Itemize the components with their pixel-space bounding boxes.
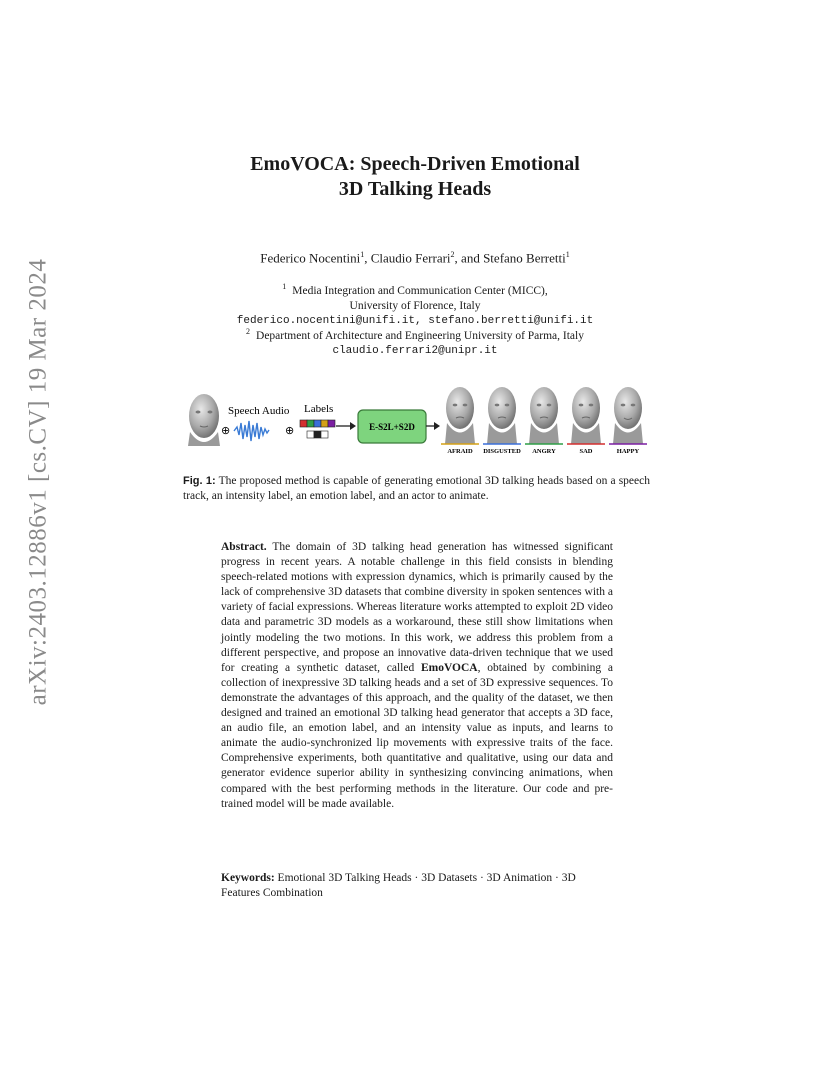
keywords-label: Keywords: [221, 872, 275, 884]
paper-title [180, 152, 650, 202]
intensity-label-cell [321, 431, 328, 438]
abstract-text-2: , obtained by combining a collection of inexpressive 3D talking heads and a set of 3D expressive sequences. To demonstrate the advantages of this approach, and the quality of the dataset, we then designed and trained an emotional 3D talking head generator that accepts a 3D face, an audio file, an emotion label, and an intensity value as inputs, and learns to animate the audio-synchronized lip movements with expressive traits of the face. Comprehensive experiments, both quantitative and qualitative, using our data and generator evidence superior ability in synthesizing convincing animations, when compared with the best performing methods in the literature. Our code and pre-trained model will be made available. [221, 661, 613, 810]
abstract-text-1: The domain of 3D talking head generation has witnessed significant progress in recent years. A notable challenge in this field consists in blending speech-related motions with expression dynamics, which is primarily caused by the lack of comprehensive 3D datasets that combine diversity in spoken sentences with a variety of facial expressions. Whereas literature works attempted to exploit 2D video data and parametric 3D models as a workaround, these still show limitations when jointly modeling the two motions. In this work, we address this problem from a different perspective, and propose an innovative data-driven technique that we used for creating a synthetic dataset, called [221, 541, 614, 674]
output-head-sad [567, 387, 605, 455]
emotion-label-cell [300, 420, 307, 427]
model-label: E-S2L+S2D [369, 422, 415, 432]
emotion-label: ANGRY [532, 448, 556, 455]
figure-caption [183, 474, 650, 504]
author-list: Federico Nocentini$^1$, Claudio Ferrari$^2$, and Stefano Berretti$^1$ [260, 250, 570, 266]
author-name: Claudio Ferrari [370, 250, 451, 266]
affiliation-location: University of Florence, Italy [349, 299, 481, 312]
speech-audio-label: Speech Audio [228, 405, 290, 417]
emotion-label: SAD [579, 448, 593, 455]
arxiv-id-text: arXiv:2403.12886v1 [cs.CV] 19 Mar 2024 [24, 258, 52, 706]
affiliation-number: 1 [282, 282, 287, 291]
author-affiliation-mark: 1 [360, 250, 365, 259]
affiliation-number: 2 [246, 327, 251, 336]
arxiv-identifier [12, 258, 64, 706]
emotion-label-cell [307, 420, 314, 427]
emotion-label: DISGUSTED [483, 448, 521, 455]
title-line-2: 3D Talking Heads [338, 178, 492, 200]
keywords [221, 871, 613, 901]
emotion-label-cell [328, 420, 335, 427]
output-head-afraid [441, 387, 479, 455]
arrowhead-icon [434, 422, 440, 430]
emotion-label-cell [321, 420, 328, 427]
author-affiliation-mark: 2 [450, 250, 455, 259]
arrowhead-icon [350, 422, 356, 430]
input-head-image [188, 394, 220, 446]
abstract [221, 540, 613, 812]
author-name: Federico Nocentini [260, 250, 361, 266]
abstract-label: Abstract. [221, 541, 267, 553]
labels-label: Labels [304, 403, 334, 415]
dataset-name: EmoVOCA [420, 661, 478, 674]
author-name: Stefano Berretti [483, 250, 566, 266]
figure-1 [184, 382, 648, 458]
affiliation-name: Department of Architecture and Engineering University of Parma, Italy [256, 329, 584, 342]
label-grid [300, 420, 335, 438]
title-line-1: EmoVOCA: Speech-Driven Emotional [250, 153, 580, 175]
waveform-icon [234, 421, 269, 441]
affiliation-2 [180, 324, 650, 359]
output-head-disgusted [483, 387, 521, 455]
affiliation-1 [180, 279, 650, 329]
emotion-label: HAPPY [616, 448, 640, 455]
author-affiliation-mark: 1 [565, 250, 570, 259]
intensity-label-cell [314, 431, 321, 438]
output-heads [441, 387, 647, 455]
intensity-label-cell [307, 431, 314, 438]
output-head-angry [525, 387, 563, 455]
affiliation-email: claudio.ferrari2@unipr.it [332, 344, 498, 357]
plus-icon: ⊕ [285, 425, 295, 437]
affiliation-email: federico.nocentini@unifi.it, stefano.berretti@unifi.it [236, 314, 594, 327]
caption-label: Fig. 1: [183, 475, 216, 487]
emotion-label-cell [314, 420, 321, 427]
keywords-text: Emotional 3D Talking Heads · 3D Datasets · 3D Animation · 3D Features Combination [221, 872, 576, 899]
method-diagram [184, 382, 648, 458]
affiliation-name: Media Integration and Communication Center (MICC), [292, 284, 548, 297]
output-head-happy [609, 387, 647, 455]
emotion-label: AFRAID [447, 448, 473, 455]
caption-text: The proposed method is capable of generating emotional 3D talking heads based on a speech track, an intensity label, an emotion label, and an actor to animate. [183, 475, 650, 502]
plus-icon: ⊕ [221, 425, 231, 437]
author-conjunction: and [461, 250, 480, 266]
